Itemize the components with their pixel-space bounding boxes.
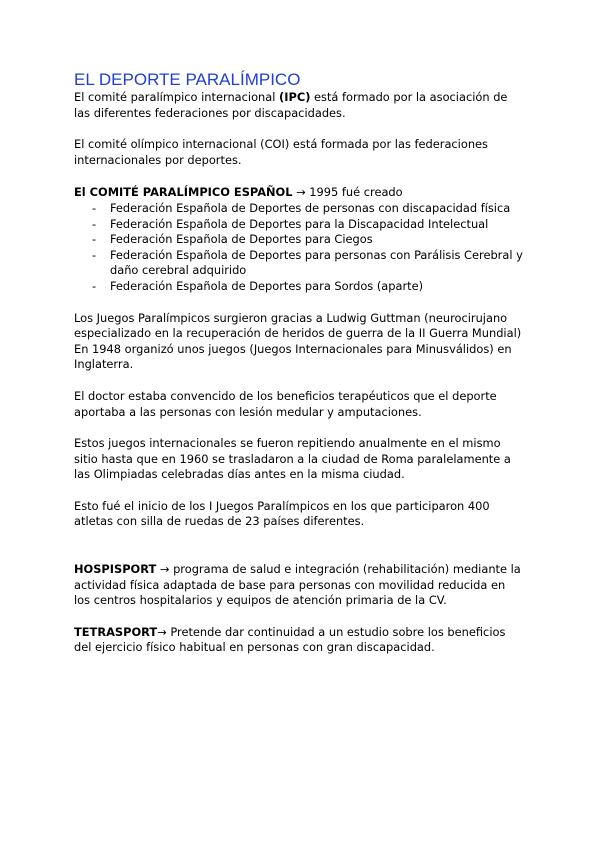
rome-paragraph: Estos juegos internacionales se fueron repitiendo anualmente en el mismo sitio hasta que en 1960 se trasladaron a la ciudad de Roma paralelamente a las Olimpiadas celebradas días antes en la misma ciudad. (74, 436, 511, 482)
coi-paragraph: El comité olímpico internacional (COI) está formada por las federaciones internacionales por deportes. (74, 137, 488, 167)
federation-item: - Federación Española de Deportes para Ciegos (88, 232, 524, 248)
federation-item: - Federación Española de Deportes para personas con Parálisis Cerebral y daño cerebral adquirido (88, 248, 524, 279)
federation-list (74, 201, 524, 295)
first-games-paragraph: Esto fué el inicio de los I Juegos Paralímpicos en los que participaron 400 atletas con silla de ruedas de 23 países diferentes. (74, 498, 490, 529)
federation-item: - Federación Española de Deportes para la Discapacidad Intelectual (88, 217, 524, 233)
hospisport-term: HOSPISPORT (74, 562, 157, 577)
guttman-paragraph: Los Juegos Paralímpicos surgieron gracias a Ludwig Guttman (neurocirujano especializado en la recuperación de heridos de guerra de la II Guerra Mundial) En 1948 organizó unos juegos (Juegos Internacionales para Minusválidos) en Inglaterra. (74, 310, 522, 372)
cpe-founded: → 1995 fué creado (292, 185, 403, 200)
hospisport-paragraph (74, 562, 524, 609)
ipc-paragraph (74, 90, 524, 121)
ipc-acronym: (IPC) (279, 90, 311, 104)
cpe-heading: El COMITÉ PARALÍMPICO ESPAÑOL (74, 185, 293, 200)
tetrasport-text: → Pretende dar continuidad a un estudio sobre los beneficios del ejercicio físico habitual en personas con gran discapacidad. (74, 624, 506, 655)
hospisport-text: → programa de salud e integración (rehabilitación) mediante la actividad física adaptada de base para personas con movilidad reducida en los centros hospitalarios y equipos de atención primaria de la CV. (74, 562, 521, 608)
tetrasport-paragraph (74, 625, 524, 656)
federation-item: - Federación Española de Deportes para Sordos (aparte) (88, 279, 524, 295)
document-page (74, 70, 524, 656)
cpe-heading-line (74, 185, 524, 201)
federation-item: - Federación Española de Deportes de personas con discapacidad física (88, 201, 524, 217)
benefits-paragraph: El doctor estaba convencido de los beneficios terapéuticos que el deporte aportaba a las personas con lesión medular y amputaciones. (74, 388, 497, 419)
tetrasport-term: TETRASPORT (74, 624, 158, 639)
page-title: EL DEPORTE PARALÍMPICO (74, 70, 301, 89)
ipc-text-start: El comité paralímpico internacional (74, 90, 280, 104)
ipc-text-end: está formado por la asociación de las diferentes federaciones por discapacidades. (74, 90, 508, 120)
